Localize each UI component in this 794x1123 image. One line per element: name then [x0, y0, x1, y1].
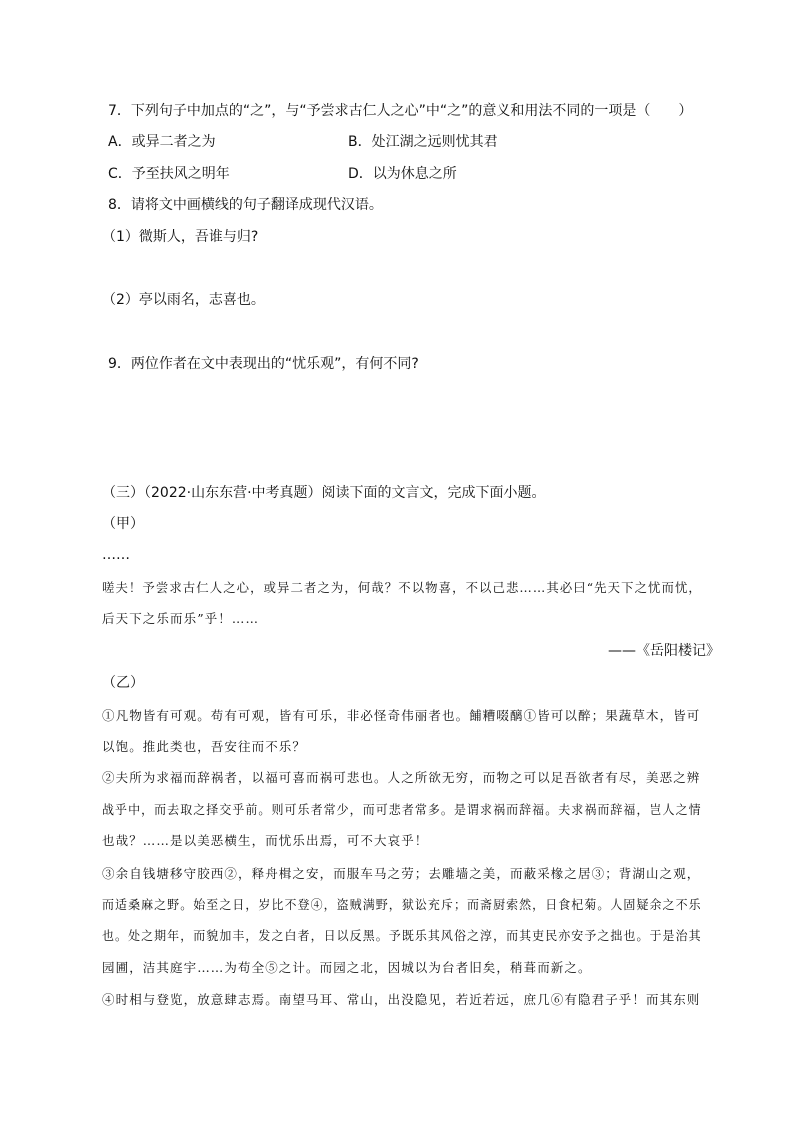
- q8-item-2: （2）亭以雨名，志喜也。: [102, 292, 265, 308]
- jia-text-line-2: 后天下之乐而乐”乎！……: [102, 611, 260, 626]
- yi-text-line: 也哉？……是以美恶横生，而忧乐出焉，可不大哀乎！: [102, 833, 429, 848]
- yi-label: （乙）: [102, 675, 144, 691]
- jia-text-line-1: 嗟夫！予尝求古仁人之心，或异二者之为，何哉？不以物喜，不以己悲……其必曰“先天下之忧而忧，: [102, 580, 702, 595]
- q7-option-d: D．以为休息之所: [348, 166, 457, 182]
- jia-source: ——《岳阳楼记》: [608, 643, 720, 659]
- q8-item-1: （1）微斯人，吾谁与归?: [102, 229, 259, 245]
- q7-stem: 7．下列句子中加点的“之”，与“予尝求古仁人之心”中“之”的意义和用法不同的一项是（ ）: [108, 103, 693, 119]
- yi-text-line: 也。处之期年，而貌加丰，发之白者，日以反黑。予既乐其风俗之淳，而其吏民亦安予之拙也。于是治其: [102, 928, 702, 943]
- yi-text-line: 战乎中，而去取之择交乎前。则可乐者常少，而可悲者常多。是谓求祸而辞福。夫求祸而辞福，岂人之情: [102, 802, 702, 817]
- q7-option-a: A．或异二者之为: [108, 134, 216, 150]
- yi-text-line: 以饱。推此类也，吾安往而不乐？: [102, 739, 307, 754]
- section3-heading: （三）（2022·山东东营·中考真题）阅读下面的文言文，完成下面小题。: [102, 485, 546, 501]
- q9-stem: 9．两位作者在文中表现出的“忧乐观”，有何不同?: [108, 356, 419, 372]
- yi-text-line: 园圃，洁其庭宇……为苟全⑤之计。而园之北，因城以为台者旧矣，稍葺而新之。: [102, 960, 592, 975]
- yi-text-line: ②夫所为求福而辞祸者，以福可喜而祸可悲也。人之所欲无穷，而物之可以足吾欲者有尽，美恶之辨: [102, 770, 701, 785]
- yi-text-line: ③余自钱塘移守胶西②，释舟楫之安，而服车马之劳；去雕墙之美，而蔽采椽之居③；背湖山之观，: [102, 866, 701, 881]
- yi-text-line: ①凡物皆有可观。苟有可观，皆有可乐，非必怪奇伟丽者也。餔糟啜醨①皆可以醉；果蔬草木，皆可: [102, 708, 701, 723]
- q8-stem: 8．请将文中画横线的句子翻译成现代汉语。: [108, 197, 383, 213]
- jia-label: （甲）: [102, 516, 144, 532]
- yi-text-line: 而适桑麻之野。始至之日，岁比不登④，盗贼满野，狱讼充斥；而斋厨索然，日食杞菊。人固疑余之不乐: [102, 897, 702, 912]
- jia-ellipsis: ……: [102, 547, 130, 563]
- q7-option-b: B．处江湖之远则忧其君: [348, 134, 498, 150]
- yi-text-line: ④时相与登览，放意肆志焉。南望马耳、常山，出没隐见，若近若远，庶几⑥有隐君子乎！而其东则: [102, 992, 701, 1007]
- q7-option-c: C．予至扶风之明年: [108, 166, 230, 182]
